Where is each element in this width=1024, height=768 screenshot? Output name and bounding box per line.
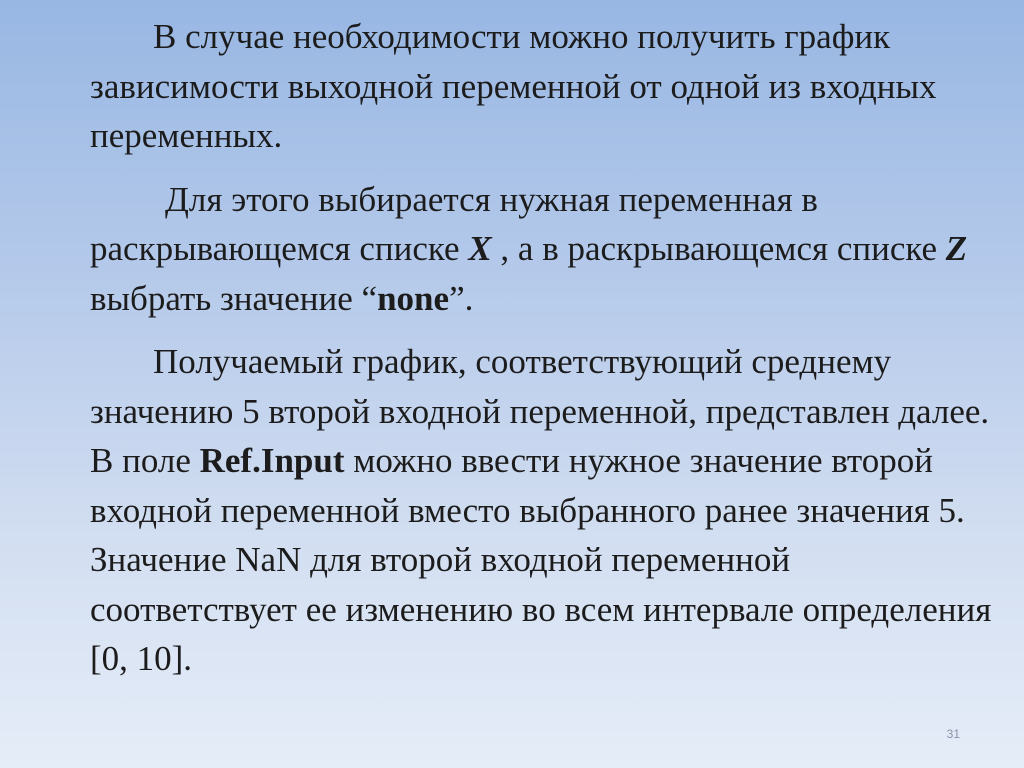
paragraph-selection-text-1: Для этого выбирается нужная переменная в раскрывающемся списке [90,179,818,268]
paragraph-ref-input [90,337,1000,684]
variable-x-label: X [468,229,492,268]
slide-number: 31 [946,727,960,741]
paragraph-selection-text-4: ”. [449,278,474,318]
paragraph-ref-input-text-2: можно ввести нужное значение второй входной переменной вместо выбранного ранее значения 5. Значение NaN для второй входной переменной соответствует ее изменению во всем интервале определения [0, 10]. [90,441,992,678]
ref-input-field-label: Ref.Input [199,441,345,480]
variable-z-label: Z [945,229,968,268]
slide-body [90,12,1000,684]
paragraph-selection [90,175,1000,324]
paragraph-intro: В случае необходимости можно получить график зависимости выходной переменной от одной из входных переменных. [90,17,937,155]
paragraph-ref-input-text-1: Получаемый график, соответствующий среднему значению 5 второй входной переменной, представлен далее. В поле [90,342,990,480]
paragraph-selection-text-2: , а в раскрывающемся списке [491,229,946,268]
paragraph-selection-text-3: выбрать значение “ [90,278,378,318]
value-none-label: none [377,278,450,318]
